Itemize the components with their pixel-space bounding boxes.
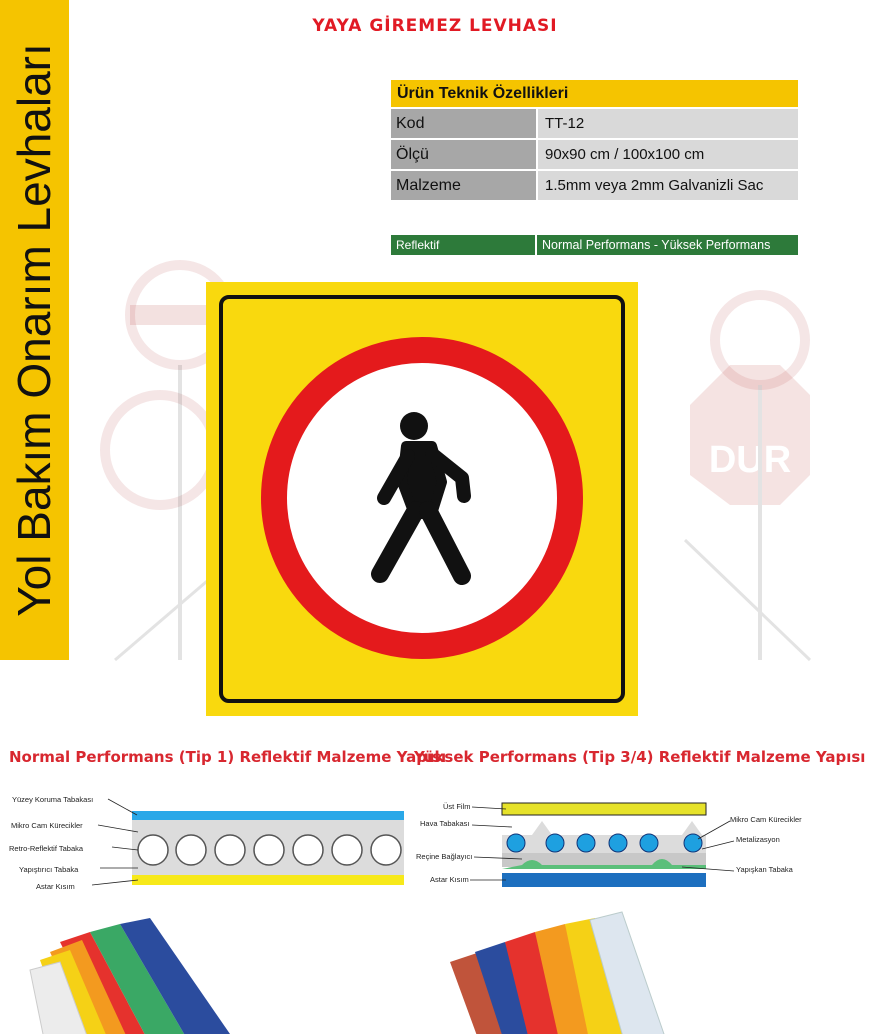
spec-row-material	[391, 171, 798, 200]
spec-key: Ölçü	[391, 140, 536, 169]
spec-value: 90x90 cm / 100x100 cm	[538, 140, 798, 169]
spec-value: Normal Performans - Yüksek Performans	[537, 235, 798, 255]
high-performance-diagram	[412, 795, 810, 895]
spec-value: 1.5mm veya 2mm Galvanizli Sac	[538, 171, 798, 200]
side-banner	[0, 0, 69, 660]
diagram-label: Yapışkan Tabaka	[736, 865, 793, 874]
page-title: YAYA GİREMEZ LEVHASI	[312, 16, 558, 36]
background-sign-text: DUR	[708, 439, 792, 481]
diagram-label: Mikro Cam Kürecikler	[730, 815, 802, 824]
normal-reflective-samples	[20, 912, 240, 1034]
side-banner-text: Yol Bakım Onarım Levhaları	[8, 43, 60, 617]
pedestrian-prohibited-sign	[206, 282, 638, 716]
layer-structure-graphic	[0, 790, 410, 890]
spec-key: Kod	[391, 109, 536, 138]
diagram-label: Retro-Reflektif Tabaka	[9, 844, 84, 853]
spec-key: Malzeme	[391, 171, 536, 200]
diagram-label: Yüzey Koruma Tabakası	[12, 795, 94, 804]
diagram-label: Yapıştırıcı Tabaka	[19, 865, 79, 874]
spec-table	[391, 80, 798, 200]
diagram-label: Hava Tabakası	[420, 819, 470, 828]
spec-key: Reflektif	[391, 235, 535, 255]
diagram-label: Astar Kısım	[430, 875, 469, 884]
diagram-label: Reçine Bağlayıcı	[416, 852, 473, 861]
normal-performance-title: Normal Performans (Tip 1) Reflektif Malzeme Yapısı	[9, 748, 447, 766]
diagram-label: Astar Kısım	[36, 882, 75, 891]
spec-value: TT-12	[538, 109, 798, 138]
high-performance-title: Yüksek Performans (Tip 3/4) Reflektif Malzeme Yapısı	[414, 748, 866, 766]
high-reflective-samples	[450, 912, 670, 1034]
diagram-label: Metalizasyon	[736, 835, 780, 844]
normal-performance-diagram	[0, 790, 410, 890]
spec-table-header: Ürün Teknik Özellikleri	[391, 80, 798, 107]
diagram-label: Üst Film	[443, 802, 471, 811]
layer-structure-graphic	[412, 795, 810, 895]
spec-row-code	[391, 109, 798, 138]
spec-row-size	[391, 140, 798, 169]
diagram-label: Mikro Cam Kürecikler	[11, 821, 83, 830]
